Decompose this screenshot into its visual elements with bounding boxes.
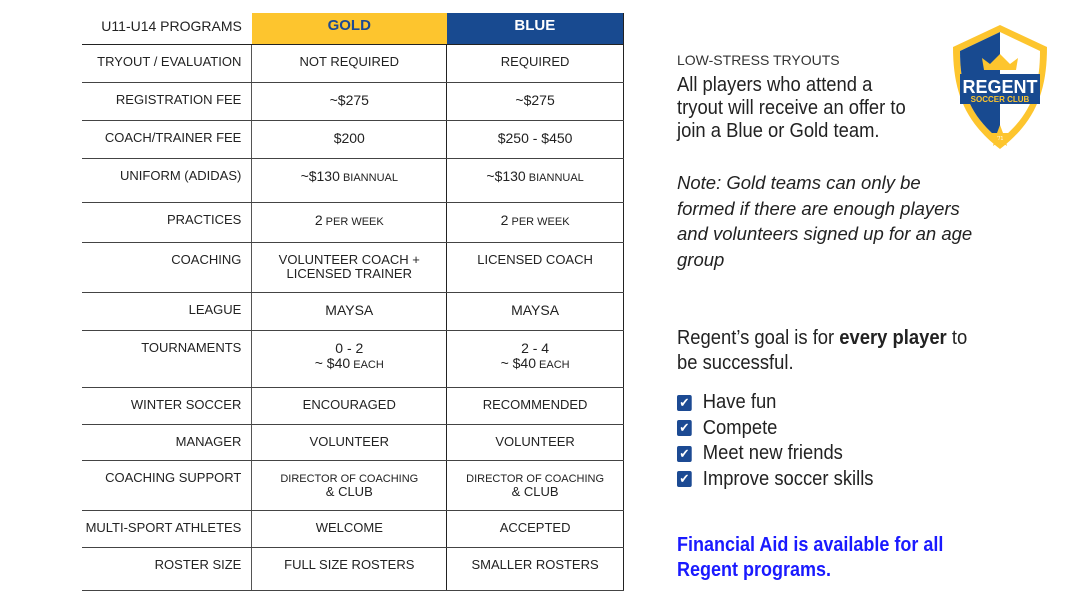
blue-value: ~$275 <box>515 92 555 108</box>
table-row <box>82 511 624 548</box>
row-label: ROSTER SIZE <box>82 548 252 591</box>
gold-cell <box>252 293 447 331</box>
gold-value: $200 <box>333 130 365 146</box>
gold-cell <box>252 511 447 548</box>
row-label: COACHING <box>82 243 252 293</box>
header-gold: GOLD <box>252 13 447 45</box>
gold-cell <box>252 548 447 591</box>
row-label: REGISTRATION FEE <box>82 83 252 121</box>
blue-cell <box>447 83 624 121</box>
row-label: TRYOUT / EVALUATION <box>82 45 252 83</box>
blue-cell <box>447 388 624 425</box>
checklist-label: Have fun <box>702 391 777 413</box>
blue-value-2: ~ $40 <box>500 355 536 372</box>
blue-small: DIRECTOR OF COACHING <box>466 473 605 485</box>
blue-cell <box>447 203 624 243</box>
row-label: COACH/TRAINER FEE <box>82 121 252 159</box>
blue-value: ~$130 <box>486 168 526 184</box>
blue-value: RECOMMENDED <box>482 397 588 412</box>
table-row <box>82 83 624 121</box>
table-row <box>82 159 624 203</box>
blue-cell <box>447 293 624 331</box>
gold-value: ~$130 <box>300 168 340 184</box>
table-header <box>82 13 624 45</box>
gold-value: FULL SIZE ROSTERS <box>284 557 415 572</box>
checklist-item <box>677 441 874 467</box>
blue-cell <box>447 121 624 159</box>
gold-small: EACH <box>350 359 384 372</box>
checkbox-checked-icon: ✔ <box>677 420 692 436</box>
row-label: COACHING SUPPORT <box>82 461 252 511</box>
checklist-item <box>677 390 874 416</box>
checkbox-checked-icon: ✔ <box>677 446 692 462</box>
gold-value: WELCOME <box>315 520 383 535</box>
row-label: MULTI-SPORT ATHLETES <box>82 511 252 548</box>
goal-checklist <box>677 390 874 492</box>
gold-value: ENCOURAGED <box>302 397 396 412</box>
program-comparison-table <box>82 13 624 591</box>
row-label: MANAGER <box>82 425 252 461</box>
blue-value: LICENSED COACH <box>477 252 593 267</box>
goal-pre: Regent’s goal is for <box>677 327 840 349</box>
goal-bold: every player <box>839 327 947 349</box>
financial-aid-text: Financial Aid is available for all Regent programs. <box>677 534 944 581</box>
blue-value: REQUIRED <box>500 54 570 69</box>
gold-value: NOT REQUIRED <box>299 54 399 69</box>
header-blue: BLUE <box>447 13 624 45</box>
checklist-item <box>677 467 874 493</box>
gold-value: 0 - 2 <box>335 340 364 356</box>
table-row <box>82 293 624 331</box>
row-label: TOURNAMENTS <box>82 331 252 388</box>
header-programs: U11-U14 PROGRAMS <box>82 13 252 45</box>
blue-value: VOLUNTEER <box>495 434 575 449</box>
row-label: WINTER SOCCER <box>82 388 252 425</box>
gold-cell <box>252 121 447 159</box>
table-row <box>82 425 624 461</box>
blue-value: 2 - 4 <box>521 340 550 356</box>
gold-value: MAYSA <box>325 302 374 318</box>
row-label: PRACTICES <box>82 203 252 243</box>
goal-post: to be successful. <box>677 327 968 374</box>
blue-value: 2 <box>500 212 509 228</box>
checklist-label: Compete <box>702 416 778 439</box>
gold-cell <box>252 331 447 388</box>
tryouts-heading: LOW-STRESS TRYOUTS <box>677 52 840 68</box>
gold-value: VOLUNTEER <box>309 434 389 449</box>
gold-value: & CLUB <box>325 484 373 500</box>
blue-value: SMALLER ROSTERS <box>471 557 599 572</box>
gold-value-2: ~ $40 <box>314 355 351 372</box>
blue-value: MAYSA <box>511 302 560 318</box>
table-row <box>82 548 624 591</box>
table-row <box>82 388 624 425</box>
checkbox-checked-icon: ✔ <box>677 471 692 487</box>
table-row <box>82 121 624 159</box>
row-label: LEAGUE <box>82 293 252 331</box>
gold-cell <box>252 159 447 203</box>
logo-year: '71 <box>996 136 1004 142</box>
table-row <box>82 45 624 83</box>
blue-cell <box>447 243 624 293</box>
gold-cell <box>252 203 447 243</box>
gold-cell <box>252 388 447 425</box>
gold-cell <box>252 83 447 121</box>
checklist-item <box>677 416 874 442</box>
blue-cell <box>447 511 624 548</box>
blue-small: BIANNUAL <box>525 172 584 184</box>
blue-value: $250 - $450 <box>497 130 573 146</box>
tryouts-text: All players who attend a tryout will receive an offer to join a Blue or Gold team. <box>677 74 906 142</box>
blue-cell <box>447 45 624 83</box>
gold-cell <box>252 461 447 511</box>
regent-soccer-club-logo <box>950 22 1050 152</box>
row-label: UNIFORM (ADIDAS) <box>82 159 252 203</box>
logo-sub: SOCCER CLUB <box>970 95 1030 104</box>
gold-value: ~$275 <box>329 92 369 108</box>
blue-value: ACCEPTED <box>499 520 571 535</box>
checklist-label: Meet new friends <box>702 442 843 464</box>
blue-cell <box>447 461 624 511</box>
blue-cell <box>447 331 624 388</box>
table-row <box>82 461 624 511</box>
blue-small: EACH <box>536 359 570 372</box>
gold-value-2: LICENSED TRAINER <box>286 266 412 282</box>
gold-small: BIANNUAL <box>339 172 398 184</box>
table-row <box>82 203 624 243</box>
logo-name: REGENT <box>962 77 1038 97</box>
gold-value: 2 <box>314 212 323 228</box>
blue-cell <box>447 425 624 461</box>
blue-value: & CLUB <box>511 484 559 500</box>
table-row <box>82 331 624 388</box>
blue-small: PER WEEK <box>508 216 570 228</box>
table-row <box>82 243 624 293</box>
gold-value: VOLUNTEER COACH + <box>278 252 420 267</box>
checkbox-checked-icon: ✔ <box>677 395 692 411</box>
gold-small: PER WEEK <box>322 216 384 228</box>
blue-cell <box>447 548 624 591</box>
gold-cell <box>252 45 447 83</box>
gold-cell <box>252 243 447 293</box>
goal-text <box>677 326 971 376</box>
checklist-label: Improve soccer skills <box>702 467 874 490</box>
gold-cell <box>252 425 447 461</box>
gold-note: Note: Gold teams can only be formed if there are enough players and volunteers signed up for an age group <box>677 172 973 270</box>
gold-small: DIRECTOR OF COACHING <box>280 473 419 485</box>
blue-cell <box>447 159 624 203</box>
